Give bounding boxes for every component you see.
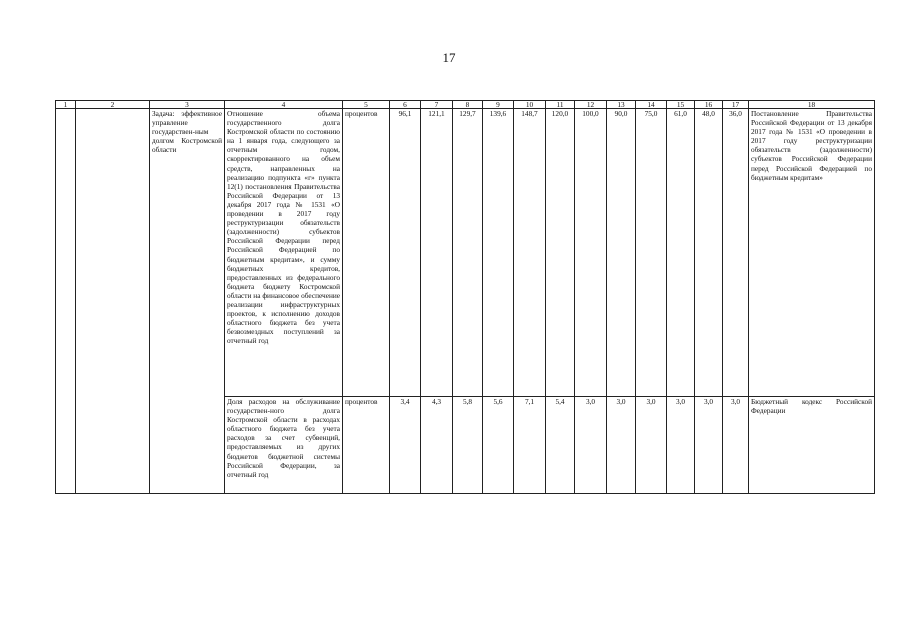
page-number: 17 [442, 50, 456, 65]
value-cell: 3,0 [636, 397, 667, 494]
empty-cell [76, 109, 150, 494]
column-number: 15 [667, 101, 695, 109]
column-number: 14 [636, 101, 667, 109]
column-number: 1 [56, 101, 76, 109]
column-number: 3 [150, 101, 225, 109]
unit-cell: процентов [343, 109, 390, 397]
column-number: 13 [607, 101, 636, 109]
column-number: 9 [483, 101, 514, 109]
value-cell: 3,0 [667, 397, 695, 494]
column-number-row [56, 101, 875, 109]
column-number: 16 [695, 101, 723, 109]
column-number: 11 [546, 101, 575, 109]
column-number: 6 [390, 101, 421, 109]
basis-cell: Бюджетный кодекс Российской Федерации [749, 397, 875, 494]
basis-cell: Постановление Правительства Российской Федерации от 13 декабря 2017 года № 1531 «О проведении в 2017 году реструктуризации обязательств (задолженности) субъектов Российской Федерации перед Российской Федерацией по бюджетным кредитам» [749, 109, 875, 397]
indicator-cell: Отношение объема государственного долга Костромской области по состоянию на 1 января года, следующего за отчетным годом, скорректированного на объем средств, направленных на реализацию подпункта «г» пункта 12(1) постановления Правительства Российской Федерации от 13 декабря 2017 года № 1531 «О проведении в 2017 году реструктуризации обязательств (задолженности) субъектов Российской Федерации перед Российской Федерацией по бюджетным кредитам», и сумму бюджетных кредитов, предоставленных из федерального бюджета бюджету Костромской области на финансовое обеспечение реализации инфраструктурных проектов, к исполнению доходов областного бюджета без учета безвозмездных поступлений за отчетный год [225, 109, 343, 397]
value-cell: 61,0 [667, 109, 695, 397]
column-number: 8 [453, 101, 483, 109]
value-cell: 139,6 [483, 109, 514, 397]
value-cell: 96,1 [390, 109, 421, 397]
value-cell: 90,0 [607, 109, 636, 397]
value-cell: 3,0 [575, 397, 607, 494]
value-cell: 7,1 [514, 397, 546, 494]
column-number: 7 [421, 101, 453, 109]
value-cell: 129,7 [453, 109, 483, 397]
value-cell: 100,0 [575, 109, 607, 397]
column-number: 12 [575, 101, 607, 109]
indicator-cell: Доля расходов на обслуживание государствен-ного долга Костромской области в расходах областного бюджета без учета расходов за счет субвенций, предоставляемых из других бюджетов бюджетной системы Российской Федерации, за отчетный год [225, 397, 343, 494]
value-cell: 3,0 [723, 397, 749, 494]
unit-cell: процентов [343, 397, 390, 494]
value-cell: 75,0 [636, 109, 667, 397]
value-cell: 5,8 [453, 397, 483, 494]
column-number: 4 [225, 101, 343, 109]
value-cell: 48,0 [695, 109, 723, 397]
column-number: 17 [723, 101, 749, 109]
value-cell: 5,6 [483, 397, 514, 494]
value-cell: 121,1 [421, 109, 453, 397]
column-number: 2 [76, 101, 150, 109]
value-cell: 3,0 [695, 397, 723, 494]
value-cell: 3,4 [390, 397, 421, 494]
row-number-cell [56, 109, 76, 494]
column-number: 5 [343, 101, 390, 109]
value-cell: 5,4 [546, 397, 575, 494]
column-number: 10 [514, 101, 546, 109]
table-row [56, 109, 875, 397]
indicators-table [55, 100, 875, 494]
value-cell: 120,0 [546, 109, 575, 397]
column-number: 18 [749, 101, 875, 109]
value-cell: 148,7 [514, 109, 546, 397]
value-cell: 4,3 [421, 397, 453, 494]
value-cell: 36,0 [723, 109, 749, 397]
value-cell: 3,0 [607, 397, 636, 494]
task-cell: Задача: эффективное управление государствен-ным долгом Костромской области [150, 109, 225, 494]
